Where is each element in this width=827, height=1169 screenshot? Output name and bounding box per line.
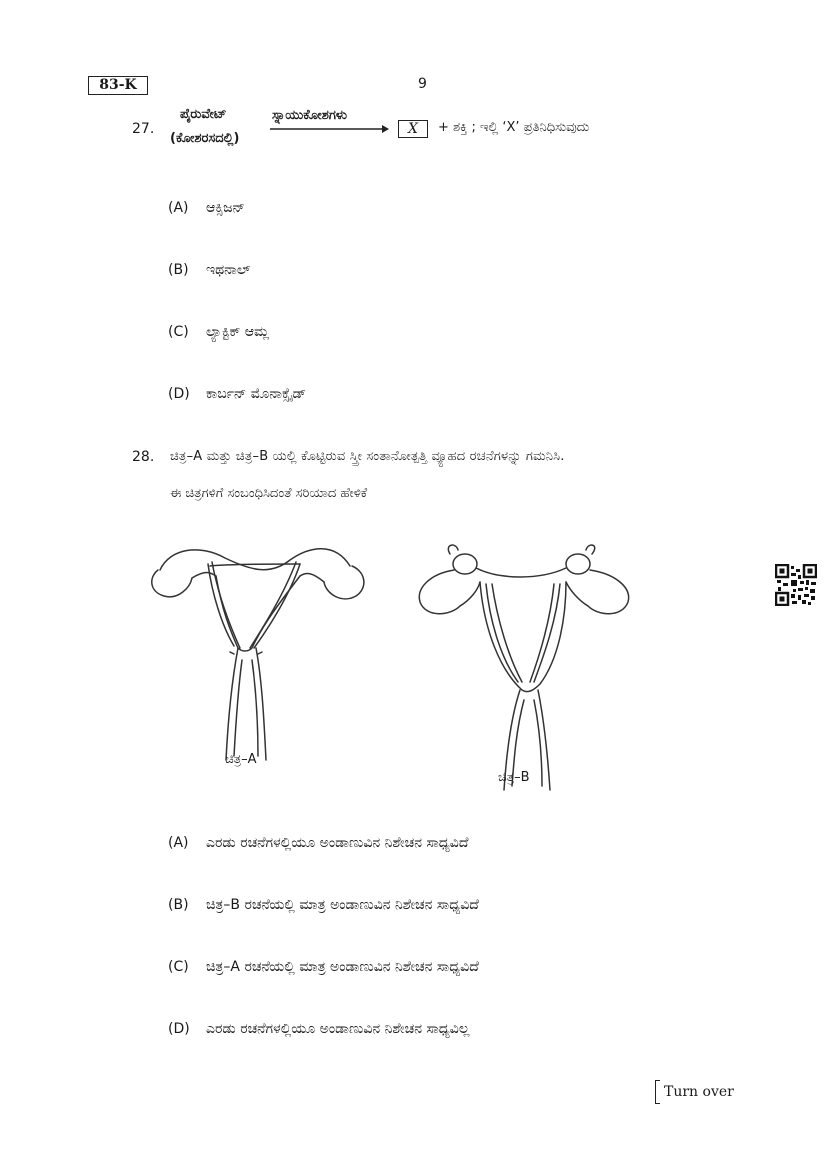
figure-b-uterus — [410, 540, 650, 810]
question-27-number: 27. — [132, 121, 155, 137]
reaction-arrow-icon — [268, 124, 390, 134]
option-label: (A) — [168, 200, 189, 216]
paper-code: 83-K — [88, 76, 148, 95]
q27-option-d[interactable] — [168, 386, 306, 402]
q27-option-c[interactable] — [168, 324, 269, 340]
q28-option-c[interactable] — [168, 959, 479, 975]
q27-option-a[interactable] — [168, 200, 245, 216]
turn-over-note — [655, 1080, 734, 1104]
turn-over-text: Turn over — [664, 1084, 734, 1100]
option-label: (C) — [168, 959, 189, 975]
figure-a-label: ಚಿತ್ರ–A — [225, 752, 257, 767]
option-text: ಇಥನಾಲ್ — [206, 262, 251, 278]
option-text: ಆಕ್ಸಿಜನ್ — [206, 200, 245, 216]
option-label: (B) — [168, 897, 189, 913]
option-text: ಚಿತ್ರ–B ರಚನೆಯಲ್ಲಿ ಮಾತ್ರ ಅಂಡಾಣುವಿನ ನಿಶೇಚನ ಸಾಧ್ಯವಿದೆ — [206, 897, 479, 913]
q28-option-b[interactable] — [168, 897, 479, 913]
q27-option-b[interactable] — [168, 262, 250, 278]
figure-b-label: ಚಿತ್ರ–B — [498, 770, 530, 785]
option-label: (B) — [168, 262, 189, 278]
option-label: (C) — [168, 324, 189, 340]
q27-reactant-location: (ಕೋಶರಸದಲ್ಲಿ) — [170, 131, 240, 146]
q28-statement-line1: ಚಿತ್ರ–A ಮತ್ತು ಚಿತ್ರ–B ಯಲ್ಲಿ ಕೊಟ್ಟಿರುವ ಸ್ತ್ರೀ ಸಂತಾನೋತ್ಪತ್ತಿ ವ್ಯೂಹದ ರಚನೆಗಳನ್ನು ಗಮನಿಸಿ. — [170, 449, 565, 464]
q27-reactant: ಪೈರುವೇಟ್ — [180, 107, 227, 122]
q28-option-a[interactable] — [168, 835, 468, 851]
option-text: ಲ್ಯಾಕ್ಟಿಕ್ ಆಮ್ಲ — [206, 324, 270, 340]
qr-code-icon — [775, 564, 817, 606]
option-text: ಕಾರ್ಬನ್ ಮೊನಾಕ್ಸೈಡ್ — [206, 386, 306, 402]
option-text: ಎರಡು ರಚನೆಗಳಲ್ಲಿಯೂ ಅಂಡಾಣುವಿನ ನಿಶೇಚನ ಸಾಧ್ಯವಿದೆ — [206, 835, 469, 851]
figure-a-uterus — [130, 530, 390, 800]
option-label: (A) — [168, 835, 189, 851]
page-number: 9 — [418, 76, 427, 92]
option-text: ಚಿತ್ರ–A ರಚನೆಯಲ್ಲಿ ಮಾತ್ರ ಅಂಡಾಣುವಿನ ನಿಶೇಚನ ಸಾಧ್ಯವಿದೆ — [206, 959, 479, 975]
q28-statement-line2: ಈ ಚಿತ್ರಗಳಿಗೆ ಸಂಬಂಧಿಸಿದಂತೆ ಸರಿಯಾದ ಹೇಳಿಕೆ — [170, 486, 368, 501]
q27-arrow-label: ಸ್ನಾಯುಕೋಶಗಳು — [272, 108, 348, 123]
option-text: ಎರಡು ರಚನೆಗಳಲ್ಲಿಯೂ ಅಂಡಾಣುವಿನ ನಿಶೇಚನ ಸಾಧ್ಯವಿಲ್ಲ — [206, 1021, 470, 1037]
option-label: (D) — [168, 1021, 190, 1037]
q28-option-d[interactable] — [168, 1021, 470, 1037]
question-28-number: 28. — [132, 449, 155, 465]
bracket-icon — [655, 1080, 660, 1104]
option-label: (D) — [168, 386, 190, 402]
q27-product-box: X — [398, 120, 428, 138]
q27-product-rest: + ಶಕ್ತಿ ; ಇಲ್ಲಿ ‘X’ ಪ್ರತಿನಿಧಿಸುವುದು — [438, 120, 590, 135]
